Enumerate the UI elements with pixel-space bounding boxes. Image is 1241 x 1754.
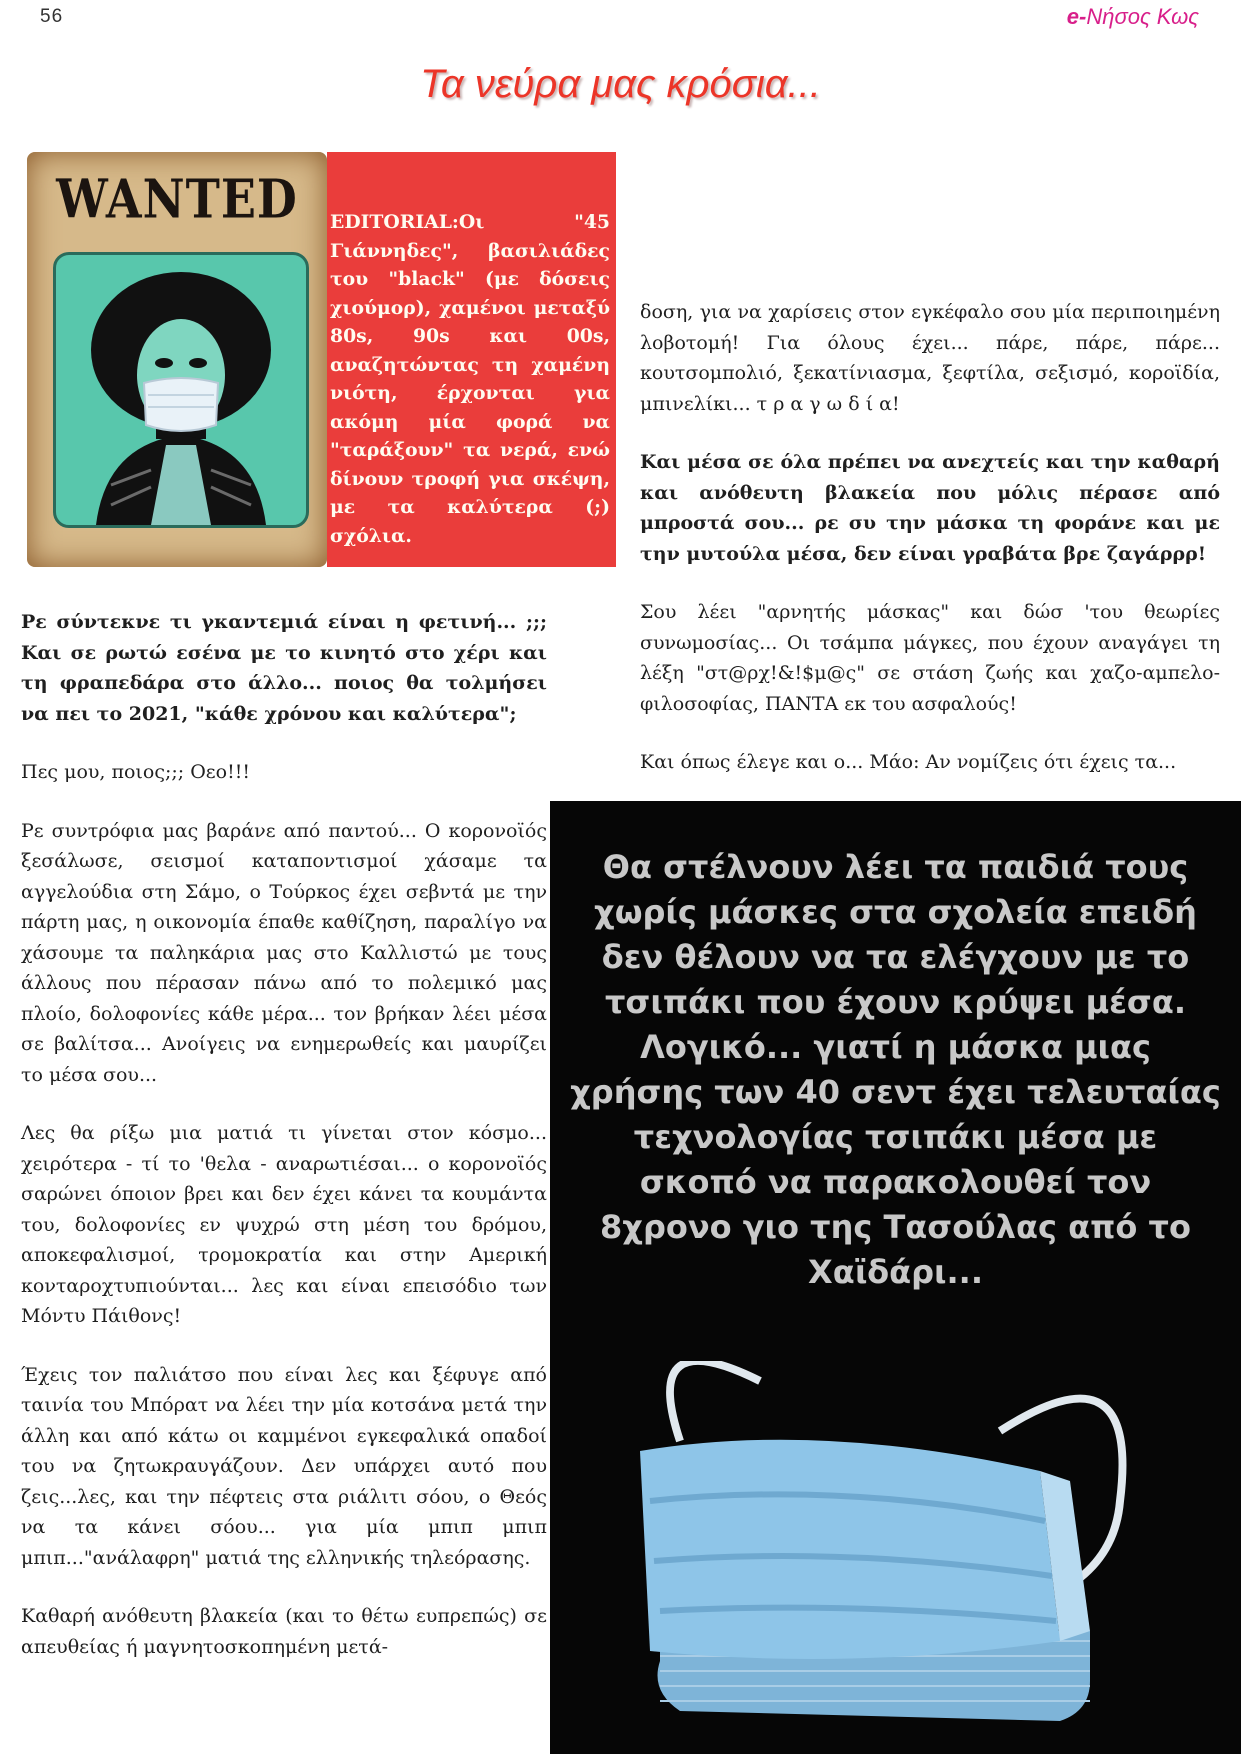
face-mask-illustration	[620, 1361, 1180, 1741]
wanted-portrait	[53, 252, 309, 528]
editorial-box	[327, 152, 616, 567]
editorial-text: EDITORIAL:Οι "45 Γιάννηδες", βασιλιάδες του "black" (με δόσεις χιούμορ), χαμένοι μεταξύ 80s, 90s και 00s, αναζητώντας τη χαμένη νιότη, έρχονται για ακόμη μία φορά να "ταράξουν" τα νερά, ενώ δίνουν τροφή για σκέψη, με τα καλύτερα (;) σχόλια.	[330, 211, 610, 547]
left-column	[21, 607, 547, 1690]
magazine-prefix: e-	[1066, 4, 1087, 29]
right-column	[640, 297, 1220, 806]
wanted-label: WANTED	[56, 167, 298, 231]
paragraph: Έχεις τον παλιάτσο που είναι λες και ξέφυγε από ταινία του Μπόρατ να λέει την μία κοτσάνα μετά την άλλη και από κάτω οι καμμένοι εγκεφαλικά οπαδοί του να ζητωκραυγάζουν. Δεν υπάρχει αυτό που ζεις...λες, και την πέφτεις στα ριάλιτι σόου, ο Θεός να τα κάνει σόου... για μία μπιπ μπιπ μπιπ..."ανάλαφρη" ματιά της ελληνικής τηλεόρασης.	[21, 1363, 547, 1569]
paragraph: Και μέσα σε όλα πρέπει να ανεχτείς και την καθαρή και ανόθευτη βλακεία που μόλις πέρασε από μπροστά σου... ρε συ την μάσκα τη φοράνε και με την μυτούλα μέσα, δεν είναι γραβάτα βρε ζαγάρρρ!	[640, 451, 1220, 565]
page-number: 56	[40, 6, 64, 27]
meme-image	[550, 801, 1241, 1754]
paragraph: Σου λέει "αρνητής μάσκας" και δώσ 'του θεωρίες συνωμοσίας... Οι τσάμπα μάγκες, που έχουν αναγάγει τη λέξη "στ@ρχ!&!$μ@ς" σε στάση ζωής και χαζο-αμπελο-φιλοσοφίας, ΠΑΝΤΑ εκ του ασφαλούς!	[640, 601, 1220, 715]
paragraph: Καθαρή ανόθευτη βλακεία (και το θέτω ευπρεπώς) σε απευθείας ή μαγνητοσκοπημένη μετά-	[21, 1605, 547, 1658]
paragraph: Ρε συντρόφια μας βαράνε από παντού... Ο κορονοϊός ξεσάλωσε, σεισμοί καταποντισμοί χάσαμε τα αγγελούδια στη Σάμο, ο Τούρκος έχει σεβντά με την πάρτη μας, η οικονομία έπαθε καθίζηση, παραλίγο να χάσουμε τα παληκάρια μας στο Καλλιστώ με τους άλλους που πέρασαν πάνω από το πολεμικό μας πλοίο, δολοφονίες κάθε μέρα... τον βρήκαν λέει μέσα σε βαλίτσα... Ανοίγεις να ενημερωθείς και μαυρίζει το μέσα σου...	[21, 819, 547, 1086]
magazine-title: Νήσος Κως	[1086, 4, 1199, 29]
masked-man-illustration	[56, 255, 306, 525]
paragraph: Και όπως έλεγε και ο... Μάο: Αν νομίζεις ότι έχεις τα...	[640, 751, 1177, 773]
wanted-poster	[27, 152, 327, 567]
magazine-name	[1067, 4, 1199, 30]
meme-text: Θα στέλνουν λέει τα παιδιά τους χωρίς μάσκες στα σχολεία επειδή δεν θέλουν να τα ελέγχουν με το τσιπάκι που έχουν κρύψει μέσα. Λογικό... γιατί η μάσκα μιας χρήσης των 40 σεντ έχει τελευταίας τεχνολογίας τσιπάκι μέσα με σκοπό να παρακολουθεί τον 8χρονο γιο της Τασούλας από το Χαϊδάρι...	[570, 848, 1221, 1291]
article-title: Τα νεύρα μας κρόσια...	[420, 62, 821, 106]
paragraph: Λες θα ρίξω μια ματιά τι γίνεται στον κόσμο... χειρότερα - τί το 'θελα - αναρωτιέσαι... ο κορονοϊός σαρώνει όποιον βρει και δεν έχει κάνει τα κουμάντα του, δολοφονίες εν ψυχρώ στη μέση του δρόμου, αποκεφαλισμοί, τρομοκρατία και στην Αμερική κονταροχτυπιούνται... λες και είναι επεισόδιο των Μόντυ Πάιθονς!	[21, 1122, 547, 1327]
paragraph: Πες μου, ποιος;;; Οεο!!!	[21, 761, 250, 783]
paragraph: δοση, για να χαρίσεις στον εγκέφαλο σου μία περιποιημένη λοβοτομή! Για όλους έχει... πάρε, πάρε, πάρε... κουτσομπολιό, ξεκατίνιασμα, ξεφτίλα, σεξισμό, κοροϊδία, μπινελίκι... τ ρ α γ ω δ ί α!	[640, 301, 1220, 415]
paragraph: Ρε σύντεκνε τι γκαντεμιά είναι η φετινή... ;;; Και σε ρωτώ εσένα με το κινητό στο χέρι και τη φραπεδάρα στο άλλο... ποιος θα τολμήσει να πει το 2021, "κάθε χρόνου και καλύτερα";	[21, 611, 547, 725]
